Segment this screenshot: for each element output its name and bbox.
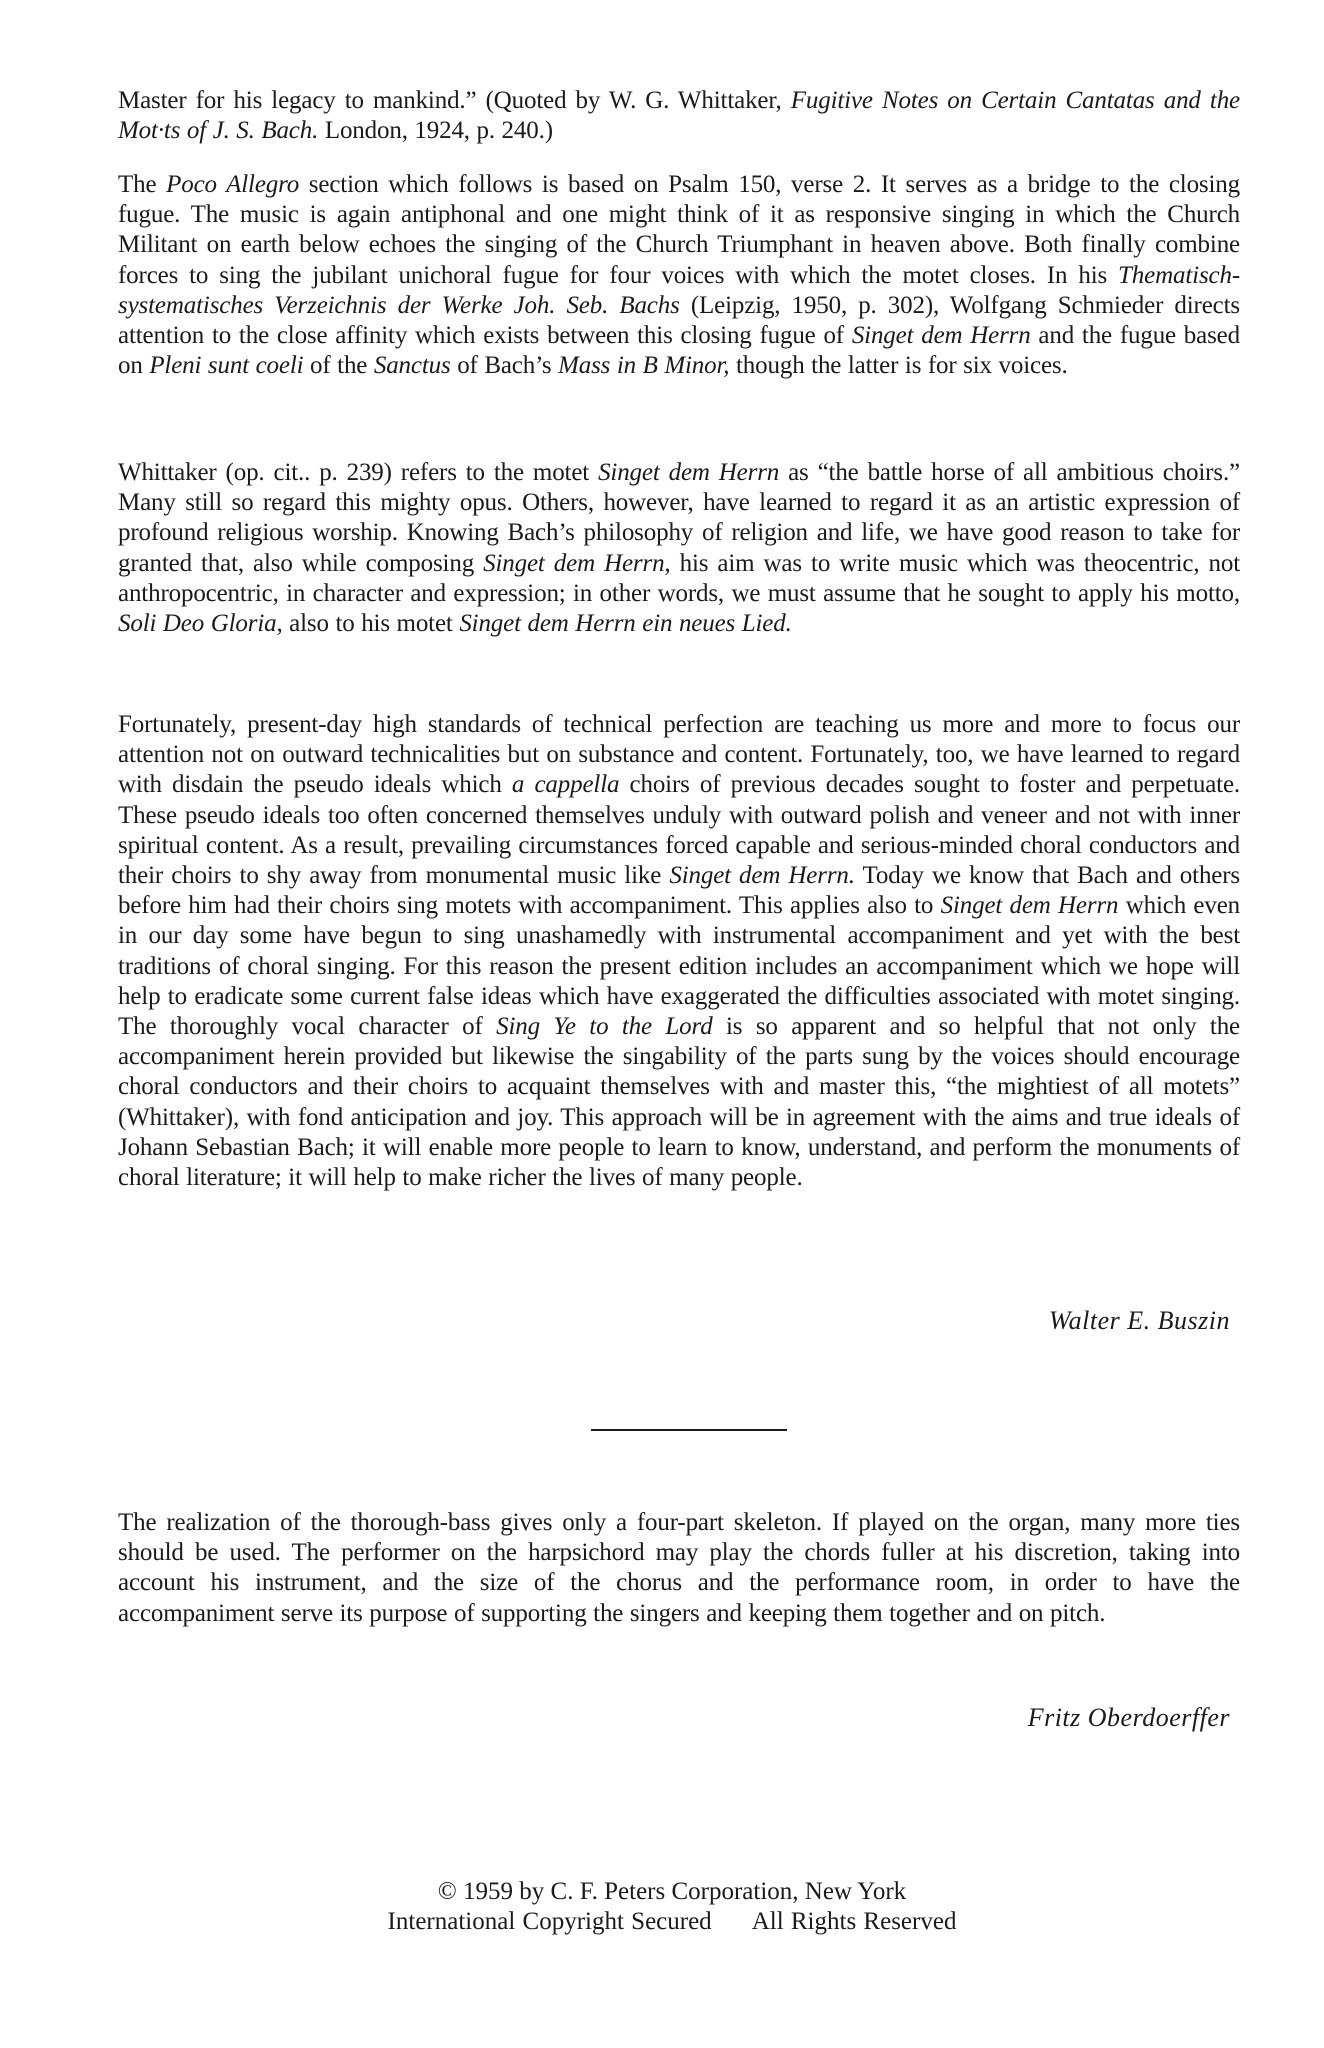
italic-text-run: Pleni sunt coeli: [149, 352, 304, 380]
italic-text-run: Thematisch-systematisches Verzeichnis der Werke Joh. Seb. Bachs: [118, 261, 1240, 319]
italic-text-run: Soli Deo Gloria,: [118, 610, 283, 638]
copyright-line: © 1959 by C. F. Peters Corporation, New York: [437, 1878, 907, 1905]
italic-text-run: Singet dem Herrn,: [483, 549, 671, 577]
italic-text-run: a cappella: [511, 771, 620, 799]
italic-text-run: Poco Allegro: [166, 171, 300, 198]
italic-text-run: Singet dem Herrn: [598, 459, 780, 486]
copyright-notice-line: [10, 1908, 1324, 1936]
copyright-secured-text: International Copyright Secured: [387, 1908, 712, 1935]
text-run: (Leipzig, 1950, p. 302), Wolfgang Schmieder directs attention to the close affinity which exists between this closing fugue of: [118, 291, 1241, 350]
text-run: is so apparent and so helpful that not only the accompaniment herein provided but likewise the singability of the parts sung by the voices should encourage choral conductors and their choirs to acquaint themselves with and master this, “the mightiest of all motets” (Whittaker), with fond anticipation and joy. This approach will be in agreement with the aims and true ideals of Johann Sebastian Bach; it will enable more people to learn to know, understand, and perform the monuments of choral literature; it will help to make richer the lives of many people.: [118, 1013, 1240, 1192]
italic-text-run: Singet dem Herrn: [851, 322, 1031, 350]
italic-text-run: Sing Ye to the Lord: [496, 1013, 713, 1041]
italic-text-run: Singet dem Herrn ein neues Lied.: [459, 610, 792, 638]
text-run: Master for his legacy to mankind.” (Quoted by W. G. Whittaker,: [118, 87, 791, 114]
signature-fritz-oberdoerffer: Fritz Oberdoerffer: [1027, 1703, 1230, 1732]
italic-text-run: Singet dem Herrn.: [669, 862, 855, 890]
text-run: London, 1924, p. 240.): [318, 117, 553, 145]
paragraph-quote-citation: [118, 86, 1240, 146]
paragraph-thorough-bass: [118, 1508, 1240, 1629]
text-run: though the latter is for six voices.: [729, 352, 1068, 380]
text-run: The realization of the thorough-bass gives only a four-part skeleton. If played on the organ, many more ties should be used. The performer on the harpsichord may play the chords fuller at his discretion, taking into account his instrument, and the size of the chorus and the performance room, in order to have the accompaniment serve its purpose of supporting the singers and keeping them together and on pitch.: [118, 1509, 1240, 1627]
italic-text-run: Fugitive Notes on Certain Cantatas and the Mot·ts of J. S. Bach.: [118, 87, 1240, 145]
section-divider: [591, 1429, 787, 1431]
text-run: choirs of previous decades sought to foster and perpetuate. These pseudo ideals too often concerned themselves unduly with outward polish and veneer and not with inner spiritual content. As a result, prevailing circumstances forced capable and serious-minded choral conductors and their choirs to shy away from monumental music like: [118, 771, 1240, 890]
text-run: section which follows is based on Psalm 150, verse 2. It serves as a bridge to the closing fugue. The music is again antiphonal and one might think of it as responsive singing in which the Church Militant on earth below echoes the singing of the Church Triumphant in heaven above. Both finally combine forces to sing the jubilant unichoral fugue for four voices with which the motet closes. In his: [118, 171, 1240, 289]
text-run: of the: [303, 352, 374, 380]
signature-walter-buszin: Walter E. Buszin: [1048, 1306, 1230, 1335]
paragraph-whittaker: [118, 458, 1240, 639]
text-run: Whittaker (op. cit.. p. 239) refers to the motet: [118, 459, 599, 486]
text-run: Today we know that Bach and others before him had their choirs sing motets with accompaniment. This applies also to: [118, 862, 1240, 920]
rights-reserved-text: All Rights Reserved: [751, 1908, 957, 1935]
italic-text-run: Sanctus: [373, 352, 451, 380]
text-run: and the fugue based on: [118, 322, 1240, 380]
text-run: Fortunately, present-day high standards of technical perfection are teaching us more and more to focus our attention not on outward technicalities but on substance and content. Fortunately, too, we have learned to regard with disdain the pseudo ideals which: [118, 711, 1240, 799]
text-run: of Bach’s: [450, 352, 559, 380]
italic-text-run: Mass in B Minor,: [558, 352, 730, 380]
text-run: The: [118, 171, 167, 198]
text-run: as “the battle horse of all ambitious choirs.” Many still so regard this mighty opus. Others, however, have learned to regard it as an artistic expression of profound religious worship. Knowing Bach’s philosophy of religion and life, we have good reason to take for granted that, also while composing: [118, 459, 1240, 577]
italic-text-run: Singet dem Herrn: [940, 892, 1119, 920]
text-run: also to his motet: [282, 610, 460, 638]
text-run: which even in our day some have begun to sing unashamedly with instrumental accompaniment and yet with the best traditions of choral singing. For this reason the present edition includes an accompaniment which we hope will help to eradicate some current false ideas which have exaggerated the difficulties associated with motet singing. The thoroughly vocal character of: [118, 892, 1240, 1041]
text-run: his aim was to write music which was theocentric, not anthropocentric, in character and expression; in other words, we must assume that he sought to apply his motto,: [118, 549, 1240, 607]
paragraph-poco-allegro: [118, 170, 1240, 381]
paragraph-fortunately: [118, 710, 1240, 1193]
